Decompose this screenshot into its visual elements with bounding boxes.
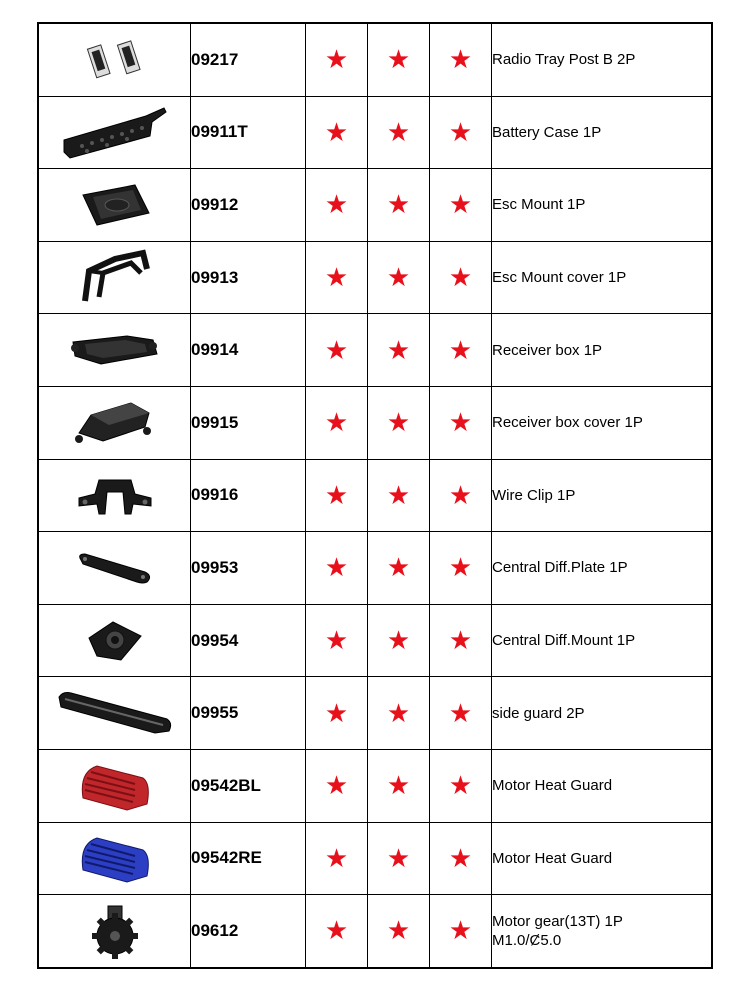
part-description [492,532,713,605]
part-image-cell [38,604,191,677]
availability-star-2: ★ [368,314,430,387]
availability-star-1: ★ [306,241,368,314]
availability-star-2: ★ [368,532,430,605]
table-row [38,895,712,968]
part-code: 09916 [191,459,306,532]
part-description [492,677,713,750]
part-image-cell [38,895,191,968]
part-image-cell [38,241,191,314]
availability-star-1: ★ [306,532,368,605]
part-image-cell [38,749,191,822]
availability-star-2: ★ [368,604,430,677]
availability-star-1: ★ [306,96,368,169]
part-code: 09915 [191,386,306,459]
part-code: 09912 [191,169,306,242]
part-code: 09542BL [191,749,306,822]
table-row [38,386,712,459]
part-description [492,895,713,968]
availability-star-2: ★ [368,23,430,96]
table-row [38,23,712,96]
desc-line-1: Receiver box 1P [492,341,603,359]
desc-line-2: M1.0/Ȼ5.0 [492,931,562,949]
table-row [38,169,712,242]
part-description [492,96,713,169]
availability-star-3: ★ [430,169,492,242]
availability-star-3: ★ [430,677,492,750]
desc-line-1: Radio Tray Post B 2P [492,51,636,69]
motor-gear-image [80,902,150,960]
part-image-cell [38,532,191,605]
part-description [492,386,713,459]
wire-clip-image [75,472,155,518]
table-row [38,241,712,314]
desc-line-1: Wire Clip 1P [492,486,576,504]
availability-star-3: ★ [430,532,492,605]
availability-star-2: ★ [368,96,430,169]
availability-star-3: ★ [430,23,492,96]
part-description [492,822,713,895]
availability-star-2: ★ [368,822,430,895]
availability-star-1: ★ [306,822,368,895]
part-code: 09542RE [191,822,306,895]
availability-star-3: ★ [430,314,492,387]
part-description [492,604,713,677]
esc-mount-image [75,177,155,233]
availability-star-1: ★ [306,677,368,750]
part-image-cell [38,169,191,242]
availability-star-2: ★ [368,749,430,822]
table-row [38,749,712,822]
availability-star-1: ★ [306,314,368,387]
part-description [492,459,713,532]
availability-star-1: ★ [306,23,368,96]
availability-star-2: ★ [368,677,430,750]
part-image-cell [38,386,191,459]
part-image-cell [38,23,191,96]
desc-line-1: Esc Mount cover 1P [492,269,627,287]
central-diff-plate-image [75,550,155,586]
table-row [38,604,712,677]
motor-heat-guard-red-image [77,758,153,814]
desc-line-1: Motor gear(13T) 1P [492,912,623,930]
desc-line-1: Battery Case 1P [492,123,602,141]
motor-heat-guard-blue-image [77,830,153,886]
availability-star-3: ★ [430,459,492,532]
availability-star-2: ★ [368,169,430,242]
part-description [492,23,713,96]
part-description [492,314,713,387]
desc-line-1: side guard 2P [492,704,585,722]
availability-star-1: ★ [306,459,368,532]
availability-star-3: ★ [430,749,492,822]
side-guard-image [55,689,175,737]
availability-star-3: ★ [430,822,492,895]
availability-star-2: ★ [368,459,430,532]
part-code: 09911T [191,96,306,169]
part-code: 09914 [191,314,306,387]
receiver-box-cover-image [75,397,155,449]
parts-table [37,22,713,969]
availability-star-2: ★ [368,895,430,968]
part-description [492,241,713,314]
part-code: 09612 [191,895,306,968]
availability-star-1: ★ [306,169,368,242]
part-image-cell [38,314,191,387]
availability-star-3: ★ [430,241,492,314]
central-diff-mount-image [83,616,147,666]
availability-star-2: ★ [368,386,430,459]
battery-case-image [60,102,170,162]
part-image-cell [38,677,191,750]
part-image-cell [38,822,191,895]
availability-star-3: ★ [430,895,492,968]
desc-line-1: Central Diff.Plate 1P [492,559,628,577]
availability-star-1: ★ [306,604,368,677]
availability-star-1: ★ [306,386,368,459]
part-image-cell [38,459,191,532]
part-code: 09913 [191,241,306,314]
availability-star-1: ★ [306,895,368,968]
availability-star-3: ★ [430,386,492,459]
radio-tray-post-image [80,40,150,80]
availability-star-3: ★ [430,604,492,677]
desc-line-1: Motor Heat Guard [492,849,613,867]
table-row [38,822,712,895]
part-code: 09953 [191,532,306,605]
table-row [38,532,712,605]
desc-line-1: Esc Mount 1P [492,196,586,214]
availability-star-2: ★ [368,241,430,314]
part-image-cell [38,96,191,169]
table-row [38,314,712,387]
receiver-box-image [67,328,163,372]
desc-line-1: Receiver box cover 1P [492,414,643,432]
availability-star-1: ★ [306,749,368,822]
esc-mount-cover-image [75,249,155,307]
part-code: 09955 [191,677,306,750]
availability-star-3: ★ [430,96,492,169]
desc-line-1: Central Diff.Mount 1P [492,632,636,650]
desc-line-1: Motor Heat Guard [492,777,613,795]
part-code: 09217 [191,23,306,96]
table-row [38,96,712,169]
part-description [492,169,713,242]
part-description [492,749,713,822]
table-row [38,459,712,532]
part-code: 09954 [191,604,306,677]
table-row [38,677,712,750]
